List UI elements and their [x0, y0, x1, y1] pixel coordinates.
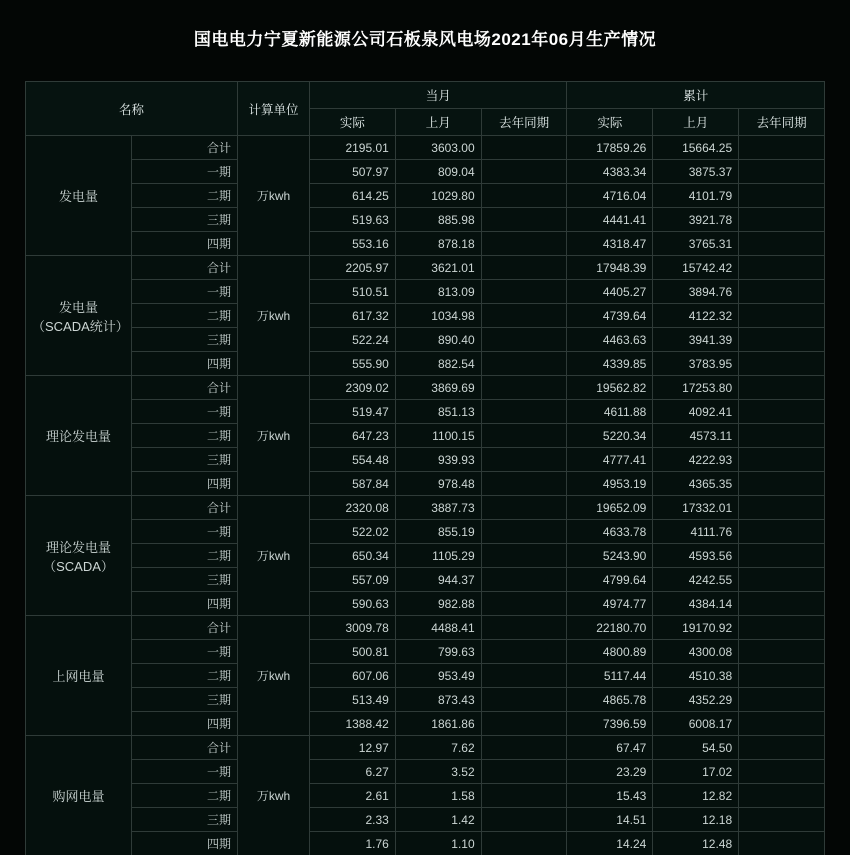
cell-month-actual: 554.48	[310, 448, 396, 472]
cell-cum-actual: 19652.09	[567, 496, 653, 520]
row-group-unit: 万kwh	[238, 496, 310, 616]
cell-month-lastyear	[481, 304, 567, 328]
cell-cum-lastyear	[739, 232, 825, 256]
cell-month-last: 1.10	[395, 832, 481, 855]
table-row	[26, 472, 825, 496]
cell-cum-actual: 4739.64	[567, 304, 653, 328]
cell-month-lastyear	[481, 280, 567, 304]
header-unit: 计算单位	[238, 82, 310, 136]
cell-cum-lastyear	[739, 520, 825, 544]
cell-month-actual: 614.25	[310, 184, 396, 208]
cell-month-lastyear	[481, 712, 567, 736]
header-month-last: 上月	[395, 109, 481, 136]
cell-cum-last: 4300.08	[653, 640, 739, 664]
cell-month-actual: 510.51	[310, 280, 396, 304]
table-row	[26, 280, 825, 304]
cell-cum-last: 4122.32	[653, 304, 739, 328]
row-group-unit: 万kwh	[238, 616, 310, 736]
cell-month-lastyear	[481, 544, 567, 568]
cell-cum-actual: 22180.70	[567, 616, 653, 640]
table-row	[26, 832, 825, 855]
cell-month-actual: 513.49	[310, 688, 396, 712]
cell-cum-lastyear	[739, 496, 825, 520]
cell-cum-lastyear	[739, 568, 825, 592]
cell-month-last: 855.19	[395, 520, 481, 544]
cell-month-last: 885.98	[395, 208, 481, 232]
row-sub-label: 四期	[132, 472, 238, 496]
cell-month-actual: 3009.78	[310, 616, 396, 640]
cell-cum-actual: 4441.41	[567, 208, 653, 232]
cell-cum-lastyear	[739, 448, 825, 472]
table-row	[26, 424, 825, 448]
cell-cum-actual: 15.43	[567, 784, 653, 808]
cell-month-actual: 607.06	[310, 664, 396, 688]
cell-cum-last: 3765.31	[653, 232, 739, 256]
table-row	[26, 304, 825, 328]
header-current-month: 当月	[310, 82, 567, 109]
cell-cum-last: 12.18	[653, 808, 739, 832]
table-row	[26, 784, 825, 808]
production-report-table	[25, 81, 825, 855]
cell-month-actual: 557.09	[310, 568, 396, 592]
row-group-name: 理论发电量	[26, 376, 132, 496]
cell-month-actual: 522.24	[310, 328, 396, 352]
cell-cum-actual: 5243.90	[567, 544, 653, 568]
header-row-1	[26, 82, 825, 109]
cell-month-last: 809.04	[395, 160, 481, 184]
cell-month-lastyear	[481, 760, 567, 784]
header-cumulative: 累计	[567, 82, 825, 109]
cell-month-lastyear	[481, 208, 567, 232]
table-row	[26, 568, 825, 592]
cell-cum-last: 4111.76	[653, 520, 739, 544]
cell-cum-lastyear	[739, 328, 825, 352]
cell-month-lastyear	[481, 736, 567, 760]
row-group-name: 发电量	[26, 136, 132, 256]
cell-cum-lastyear	[739, 304, 825, 328]
cell-cum-last: 4573.11	[653, 424, 739, 448]
cell-cum-actual: 4716.04	[567, 184, 653, 208]
cell-month-actual: 507.97	[310, 160, 396, 184]
cell-cum-actual: 4339.85	[567, 352, 653, 376]
cell-cum-lastyear	[739, 160, 825, 184]
cell-cum-actual: 19562.82	[567, 376, 653, 400]
table-row	[26, 400, 825, 424]
cell-month-actual: 2205.97	[310, 256, 396, 280]
cell-cum-last: 4365.35	[653, 472, 739, 496]
cell-cum-actual: 5117.44	[567, 664, 653, 688]
cell-month-lastyear	[481, 160, 567, 184]
cell-cum-last: 17332.01	[653, 496, 739, 520]
cell-month-actual: 1.76	[310, 832, 396, 855]
table-row	[26, 616, 825, 640]
table-row	[26, 496, 825, 520]
cell-month-lastyear	[481, 520, 567, 544]
table-row	[26, 736, 825, 760]
cell-month-actual: 2309.02	[310, 376, 396, 400]
cell-cum-lastyear	[739, 256, 825, 280]
cell-month-actual: 2195.01	[310, 136, 396, 160]
cell-month-last: 1.58	[395, 784, 481, 808]
cell-month-lastyear	[481, 136, 567, 160]
row-sub-label: 三期	[132, 688, 238, 712]
row-sub-label: 合计	[132, 256, 238, 280]
cell-cum-actual: 4463.63	[567, 328, 653, 352]
cell-month-lastyear	[481, 184, 567, 208]
table-row	[26, 688, 825, 712]
cell-cum-last: 4092.41	[653, 400, 739, 424]
cell-cum-actual: 14.51	[567, 808, 653, 832]
cell-month-actual: 647.23	[310, 424, 396, 448]
table-row	[26, 808, 825, 832]
cell-cum-last: 3894.76	[653, 280, 739, 304]
cell-cum-last: 15664.25	[653, 136, 739, 160]
cell-cum-lastyear	[739, 808, 825, 832]
cell-month-lastyear	[481, 376, 567, 400]
table-row	[26, 640, 825, 664]
cell-cum-last: 19170.92	[653, 616, 739, 640]
table-row	[26, 328, 825, 352]
cell-month-lastyear	[481, 352, 567, 376]
cell-month-last: 799.63	[395, 640, 481, 664]
cell-cum-lastyear	[739, 184, 825, 208]
cell-month-actual: 519.47	[310, 400, 396, 424]
row-sub-label: 二期	[132, 304, 238, 328]
cell-cum-lastyear	[739, 280, 825, 304]
cell-month-actual: 6.27	[310, 760, 396, 784]
cell-month-lastyear	[481, 568, 567, 592]
cell-month-last: 3869.69	[395, 376, 481, 400]
cell-month-actual: 500.81	[310, 640, 396, 664]
row-sub-label: 四期	[132, 352, 238, 376]
row-group-name: 发电量（SCADA统计）	[26, 256, 132, 376]
table-row	[26, 760, 825, 784]
row-group-name: 购网电量	[26, 736, 132, 855]
cell-cum-lastyear	[739, 208, 825, 232]
cell-cum-actual: 5220.34	[567, 424, 653, 448]
cell-month-last: 1034.98	[395, 304, 481, 328]
table-row	[26, 184, 825, 208]
cell-month-last: 953.49	[395, 664, 481, 688]
cell-month-last: 944.37	[395, 568, 481, 592]
cell-cum-last: 12.82	[653, 784, 739, 808]
row-group-unit: 万kwh	[238, 136, 310, 256]
cell-cum-lastyear	[739, 712, 825, 736]
cell-cum-last: 15742.42	[653, 256, 739, 280]
cell-month-last: 873.43	[395, 688, 481, 712]
cell-cum-last: 3783.95	[653, 352, 739, 376]
cell-month-actual: 519.63	[310, 208, 396, 232]
table-row	[26, 376, 825, 400]
cell-month-lastyear	[481, 496, 567, 520]
cell-month-last: 1861.86	[395, 712, 481, 736]
cell-month-last: 939.93	[395, 448, 481, 472]
cell-month-actual: 1388.42	[310, 712, 396, 736]
table-row	[26, 664, 825, 688]
header-month-actual: 实际	[310, 109, 396, 136]
table-row	[26, 352, 825, 376]
cell-month-lastyear	[481, 232, 567, 256]
cell-cum-actual: 67.47	[567, 736, 653, 760]
cell-month-last: 3603.00	[395, 136, 481, 160]
table-row	[26, 256, 825, 280]
table-body	[26, 136, 825, 855]
cell-cum-last: 4222.93	[653, 448, 739, 472]
cell-month-actual: 555.90	[310, 352, 396, 376]
cell-cum-lastyear	[739, 400, 825, 424]
cell-cum-last: 17.02	[653, 760, 739, 784]
row-sub-label: 四期	[132, 712, 238, 736]
cell-month-lastyear	[481, 592, 567, 616]
row-sub-label: 一期	[132, 520, 238, 544]
cell-cum-actual: 4405.27	[567, 280, 653, 304]
cell-cum-last: 4510.38	[653, 664, 739, 688]
row-sub-label: 二期	[132, 544, 238, 568]
cell-cum-actual: 7396.59	[567, 712, 653, 736]
cell-cum-lastyear	[739, 352, 825, 376]
cell-month-last: 3621.01	[395, 256, 481, 280]
cell-month-actual: 12.97	[310, 736, 396, 760]
table-header	[26, 82, 825, 136]
row-sub-label: 合计	[132, 376, 238, 400]
cell-month-last: 3887.73	[395, 496, 481, 520]
row-sub-label: 三期	[132, 808, 238, 832]
header-cum-lastyear: 去年同期	[739, 109, 825, 136]
cell-month-actual: 553.16	[310, 232, 396, 256]
table-row	[26, 232, 825, 256]
cell-month-lastyear	[481, 808, 567, 832]
row-sub-label: 一期	[132, 640, 238, 664]
row-sub-label: 二期	[132, 784, 238, 808]
cell-month-last: 813.09	[395, 280, 481, 304]
cell-cum-last: 4593.56	[653, 544, 739, 568]
row-group-unit: 万kwh	[238, 736, 310, 855]
cell-cum-last: 4101.79	[653, 184, 739, 208]
cell-month-lastyear	[481, 688, 567, 712]
table-row	[26, 136, 825, 160]
row-group-name: 理论发电量（SCADA）	[26, 496, 132, 616]
cell-cum-lastyear	[739, 616, 825, 640]
row-sub-label: 合计	[132, 496, 238, 520]
cell-month-lastyear	[481, 400, 567, 424]
row-sub-label: 四期	[132, 232, 238, 256]
cell-cum-actual: 23.29	[567, 760, 653, 784]
cell-month-actual: 617.32	[310, 304, 396, 328]
cell-cum-actual: 4865.78	[567, 688, 653, 712]
row-sub-label: 三期	[132, 448, 238, 472]
page-title: 国电电力宁夏新能源公司石板泉风电场2021年06月生产情况	[193, 30, 657, 49]
cell-month-last: 982.88	[395, 592, 481, 616]
cell-month-last: 1029.80	[395, 184, 481, 208]
row-sub-label: 三期	[132, 208, 238, 232]
cell-cum-actual: 4800.89	[567, 640, 653, 664]
cell-month-last: 1.42	[395, 808, 481, 832]
cell-cum-actual: 14.24	[567, 832, 653, 855]
cell-cum-last: 6008.17	[653, 712, 739, 736]
cell-month-lastyear	[481, 640, 567, 664]
row-sub-label: 四期	[132, 592, 238, 616]
cell-month-actual: 2320.08	[310, 496, 396, 520]
cell-month-last: 882.54	[395, 352, 481, 376]
cell-month-lastyear	[481, 616, 567, 640]
cell-cum-actual: 4611.88	[567, 400, 653, 424]
row-sub-label: 一期	[132, 280, 238, 304]
cell-cum-last: 4242.55	[653, 568, 739, 592]
header-name: 名称	[26, 82, 238, 136]
row-sub-label: 三期	[132, 568, 238, 592]
cell-month-lastyear	[481, 448, 567, 472]
cell-month-actual: 2.33	[310, 808, 396, 832]
table-row	[26, 592, 825, 616]
cell-month-lastyear	[481, 832, 567, 855]
cell-cum-last: 12.48	[653, 832, 739, 855]
cell-month-actual: 522.02	[310, 520, 396, 544]
cell-cum-actual: 4383.34	[567, 160, 653, 184]
cell-cum-actual: 4318.47	[567, 232, 653, 256]
row-sub-label: 合计	[132, 136, 238, 160]
table-container	[0, 51, 850, 855]
cell-cum-last: 17253.80	[653, 376, 739, 400]
cell-cum-lastyear	[739, 640, 825, 664]
row-sub-label: 一期	[132, 760, 238, 784]
cell-cum-lastyear	[739, 472, 825, 496]
cell-month-lastyear	[481, 664, 567, 688]
row-sub-label: 合计	[132, 616, 238, 640]
cell-cum-actual: 4953.19	[567, 472, 653, 496]
cell-month-last: 3.52	[395, 760, 481, 784]
row-sub-label: 二期	[132, 184, 238, 208]
cell-cum-actual: 17859.26	[567, 136, 653, 160]
cell-month-last: 890.40	[395, 328, 481, 352]
header-cum-last: 上月	[653, 109, 739, 136]
cell-cum-lastyear	[739, 592, 825, 616]
cell-cum-last: 3921.78	[653, 208, 739, 232]
row-sub-label: 三期	[132, 328, 238, 352]
cell-cum-last: 4352.29	[653, 688, 739, 712]
cell-cum-lastyear	[739, 424, 825, 448]
cell-month-actual: 590.63	[310, 592, 396, 616]
table-row	[26, 448, 825, 472]
cell-cum-last: 4384.14	[653, 592, 739, 616]
row-sub-label: 合计	[132, 736, 238, 760]
cell-cum-lastyear	[739, 760, 825, 784]
row-sub-label: 二期	[132, 664, 238, 688]
row-sub-label: 一期	[132, 400, 238, 424]
cell-cum-actual: 4799.64	[567, 568, 653, 592]
row-group-unit: 万kwh	[238, 256, 310, 376]
table-row	[26, 520, 825, 544]
cell-cum-lastyear	[739, 136, 825, 160]
row-sub-label: 一期	[132, 160, 238, 184]
row-group-name: 上网电量	[26, 616, 132, 736]
cell-month-last: 851.13	[395, 400, 481, 424]
row-group-unit: 万kwh	[238, 376, 310, 496]
cell-month-lastyear	[481, 424, 567, 448]
cell-cum-last: 54.50	[653, 736, 739, 760]
cell-cum-actual: 4777.41	[567, 448, 653, 472]
cell-cum-last: 3941.39	[653, 328, 739, 352]
cell-cum-lastyear	[739, 784, 825, 808]
header-month-lastyear: 去年同期	[481, 109, 567, 136]
cell-month-lastyear	[481, 784, 567, 808]
cell-cum-lastyear	[739, 832, 825, 855]
cell-cum-lastyear	[739, 736, 825, 760]
row-sub-label: 二期	[132, 424, 238, 448]
cell-month-actual: 650.34	[310, 544, 396, 568]
cell-cum-lastyear	[739, 544, 825, 568]
cell-month-lastyear	[481, 472, 567, 496]
cell-cum-actual: 17948.39	[567, 256, 653, 280]
cell-cum-lastyear	[739, 664, 825, 688]
table-row	[26, 544, 825, 568]
table-row	[26, 160, 825, 184]
cell-month-last: 4488.41	[395, 616, 481, 640]
header-cum-actual: 实际	[567, 109, 653, 136]
cell-month-lastyear	[481, 328, 567, 352]
cell-month-last: 1105.29	[395, 544, 481, 568]
cell-month-last: 1100.15	[395, 424, 481, 448]
table-row	[26, 208, 825, 232]
table-row	[26, 712, 825, 736]
cell-cum-lastyear	[739, 376, 825, 400]
cell-month-last: 978.48	[395, 472, 481, 496]
cell-month-lastyear	[481, 256, 567, 280]
cell-cum-actual: 4633.78	[567, 520, 653, 544]
cell-cum-actual: 4974.77	[567, 592, 653, 616]
cell-month-actual: 587.84	[310, 472, 396, 496]
cell-month-last: 7.62	[395, 736, 481, 760]
cell-cum-last: 3875.37	[653, 160, 739, 184]
cell-month-actual: 2.61	[310, 784, 396, 808]
cell-cum-lastyear	[739, 688, 825, 712]
row-sub-label: 四期	[132, 832, 238, 855]
cell-month-last: 878.18	[395, 232, 481, 256]
